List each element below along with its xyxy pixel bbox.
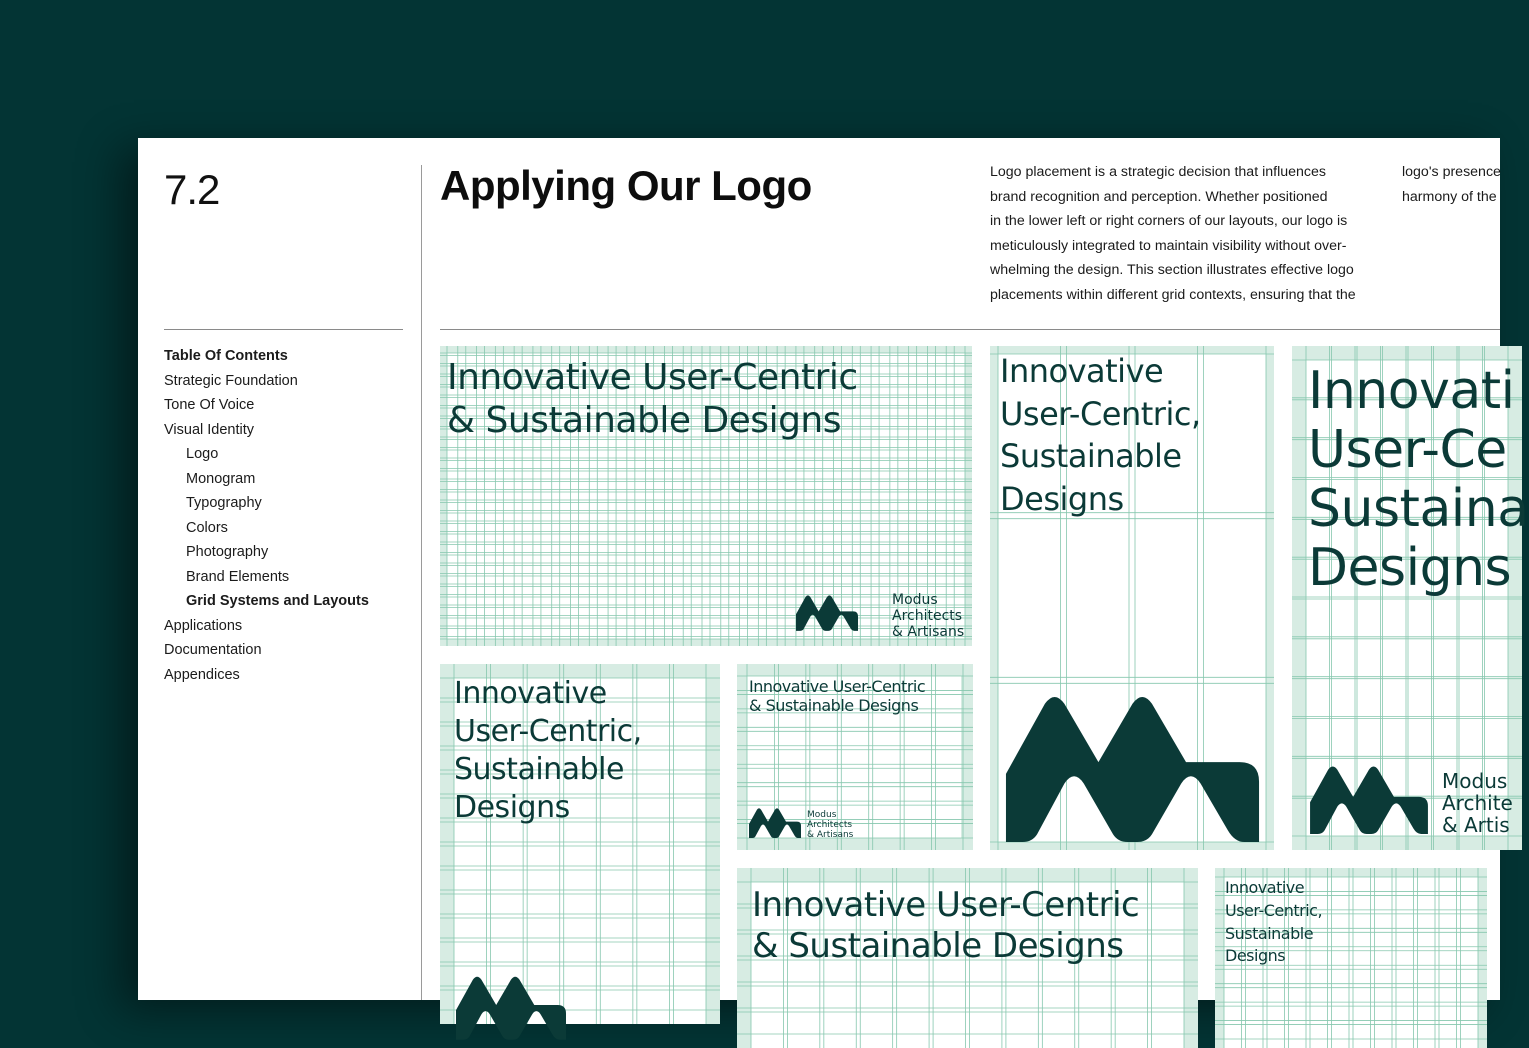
intro-line: in the lower left or right corners of our layouts, our logo is <box>990 213 1348 229</box>
toc-item-grid-systems-active[interactable]: Grid Systems and Layouts <box>186 593 369 609</box>
toc-item-tone-of-voice[interactable]: Tone Of Voice <box>164 397 255 413</box>
layout-headline: Innovative User-Centric & Sustainable Designs <box>749 677 926 715</box>
layout-example-portrait-large-logo <box>990 346 1274 850</box>
toc-item-photography[interactable]: Photography <box>186 544 269 560</box>
modus-logo-mark-icon <box>749 808 801 838</box>
header-divider <box>440 329 1500 330</box>
section-number: 7.2 <box>164 166 220 213</box>
page-title: Applying Our Logo <box>440 162 812 209</box>
toc-item-applications[interactable]: Applications <box>164 617 243 634</box>
intro-paragraph-continued <box>1402 160 1501 209</box>
toc-item-logo[interactable]: Logo <box>186 446 219 462</box>
logo-wordmark: Modus Archite & Artis <box>1442 769 1513 837</box>
layout-example-landscape <box>440 346 972 646</box>
layout-headline: Innovative User-Centric, Sustainable Designs <box>454 676 642 825</box>
table-of-contents <box>164 344 369 687</box>
layout-headline: Innovati User-Ce Sustaina Designs <box>1308 361 1529 598</box>
layout-headline: Innovative User-Centric & Sustainable Designs <box>752 885 1140 966</box>
layout-example-small-landscape <box>737 664 973 850</box>
toc-divider <box>164 329 403 330</box>
intro-line: placements within different grid contexts, ensuring that the <box>990 286 1356 303</box>
column-divider <box>421 165 422 1000</box>
layout-example-wide-landscape <box>737 868 1198 1048</box>
layout-headline: Innovative User-Centric & Sustainable Designs <box>447 357 858 441</box>
layout-headline: Innovative User-Centric, Sustainable Designs <box>1000 352 1201 518</box>
toc-heading: Table Of Contents <box>164 348 288 364</box>
brand-guidelines-page <box>138 138 1529 1000</box>
layout-headline: Innovative User-Centric, Sustainable Designs <box>1225 878 1323 966</box>
layout-example-small-portrait <box>1215 868 1487 1048</box>
intro-line: meticulously integrated to maintain visibility without over- <box>990 237 1347 254</box>
intro-line: logo's presence <box>1402 164 1501 180</box>
toc-item-documentation[interactable]: Documentation <box>164 642 262 658</box>
modus-logo-mark-icon <box>1000 696 1265 842</box>
layout-example-portrait-medium <box>440 664 720 1024</box>
logo-wordmark: Modus Architects & Artisans <box>807 810 854 840</box>
toc-item-colors[interactable]: Colors <box>186 519 228 536</box>
modus-logo-mark-icon <box>796 588 858 638</box>
logo-wordmark: Modus Architects & Artisans <box>892 592 965 640</box>
toc-item-typography[interactable]: Typography <box>186 495 262 511</box>
intro-line: whelming the design. This section illustrates effective logo <box>990 262 1354 278</box>
modus-logo-mark-icon <box>456 976 566 1040</box>
intro-line: Logo placement is a strategic decision that influences <box>990 164 1326 180</box>
modus-logo-mark-icon <box>1308 766 1430 834</box>
toc-item-visual-identity[interactable]: Visual Identity <box>164 421 255 438</box>
toc-item-monogram[interactable]: Monogram <box>186 470 256 487</box>
toc-item-strategic-foundation[interactable]: Strategic Foundation <box>164 372 298 389</box>
intro-line: brand recognition and perception. Whether positioned <box>990 188 1328 205</box>
toc-item-brand-elements[interactable]: Brand Elements <box>186 568 290 585</box>
layout-example-portrait-cropped <box>1292 346 1529 850</box>
intro-line: harmony of the <box>1402 188 1497 205</box>
intro-paragraph <box>990 160 1390 307</box>
toc-item-appendices[interactable]: Appendices <box>164 666 240 683</box>
